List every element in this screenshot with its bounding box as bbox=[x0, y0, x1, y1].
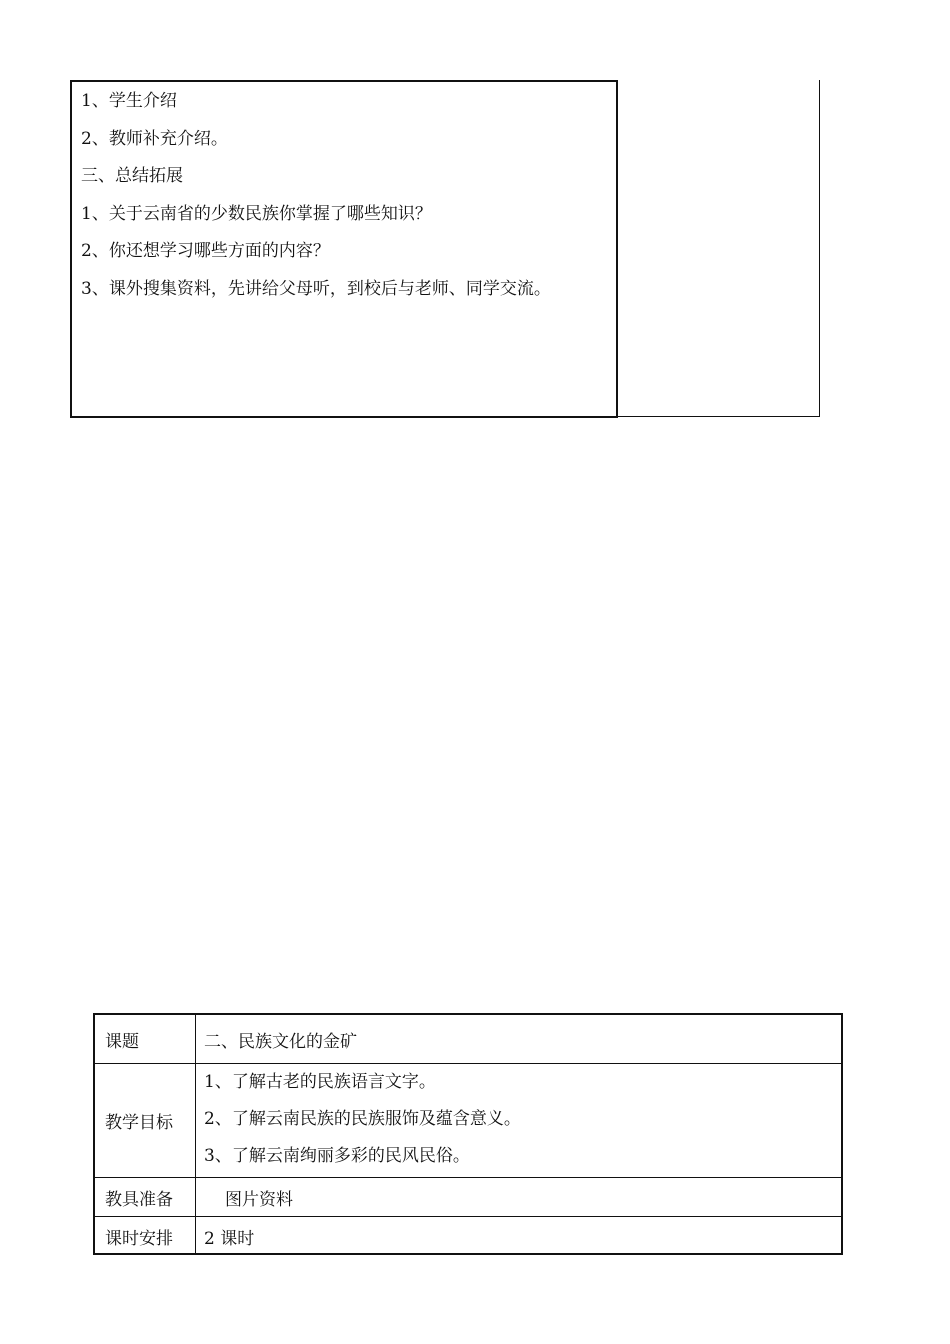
continuation-line-student-intro: 1、学生介绍 bbox=[81, 91, 177, 111]
continuation-main-cell bbox=[70, 80, 618, 418]
lesson-row-title bbox=[95, 1015, 841, 1064]
lesson-goal-item: 1、了解古老的民族语言文字。 bbox=[204, 1072, 436, 1092]
lesson-hours-value: 2 课时 bbox=[204, 1228, 255, 1249]
continuation-line-question-1: 1、关于云南省的少数民族你掌握了哪些知识？ bbox=[81, 203, 432, 224]
lesson-title-label: 课题 bbox=[95, 1015, 196, 1063]
continuation-notes-cell bbox=[618, 80, 820, 417]
continuation-table bbox=[70, 80, 820, 418]
lesson-goals-label: 教学目标 bbox=[95, 1064, 196, 1177]
continuation-line-homework: 3、课外搜集资料，先讲给父母听，到校后与老师、同学交流。 bbox=[81, 278, 551, 299]
continuation-line-teacher-intro: 2、教师补充介绍。 bbox=[81, 128, 228, 149]
lesson-title-value: 二、民族文化的金矿 bbox=[204, 1031, 357, 1052]
lesson-row-tools bbox=[95, 1178, 841, 1217]
continuation-section-heading: 三、总结拓展 bbox=[81, 166, 183, 186]
lesson-tools-value: 图片资料 bbox=[225, 1189, 293, 1210]
lesson-hours-label: 课时安排 bbox=[95, 1217, 196, 1255]
lesson-goal-item: 2、了解云南民族的民族服饰及蕴含意义。 bbox=[204, 1109, 521, 1129]
continuation-line-question-2: 2、你还想学习哪些方面的内容？ bbox=[81, 241, 330, 261]
lesson-goal-item: 3、了解云南绚丽多彩的民风民俗。 bbox=[204, 1146, 470, 1166]
continuation-lines bbox=[81, 89, 551, 314]
lesson-row-goals bbox=[95, 1064, 841, 1178]
lesson-row-hours bbox=[95, 1217, 841, 1255]
lesson-tools-label: 教具准备 bbox=[95, 1178, 196, 1216]
lesson-table bbox=[93, 1013, 843, 1255]
lesson-goals-list bbox=[196, 1070, 521, 1181]
